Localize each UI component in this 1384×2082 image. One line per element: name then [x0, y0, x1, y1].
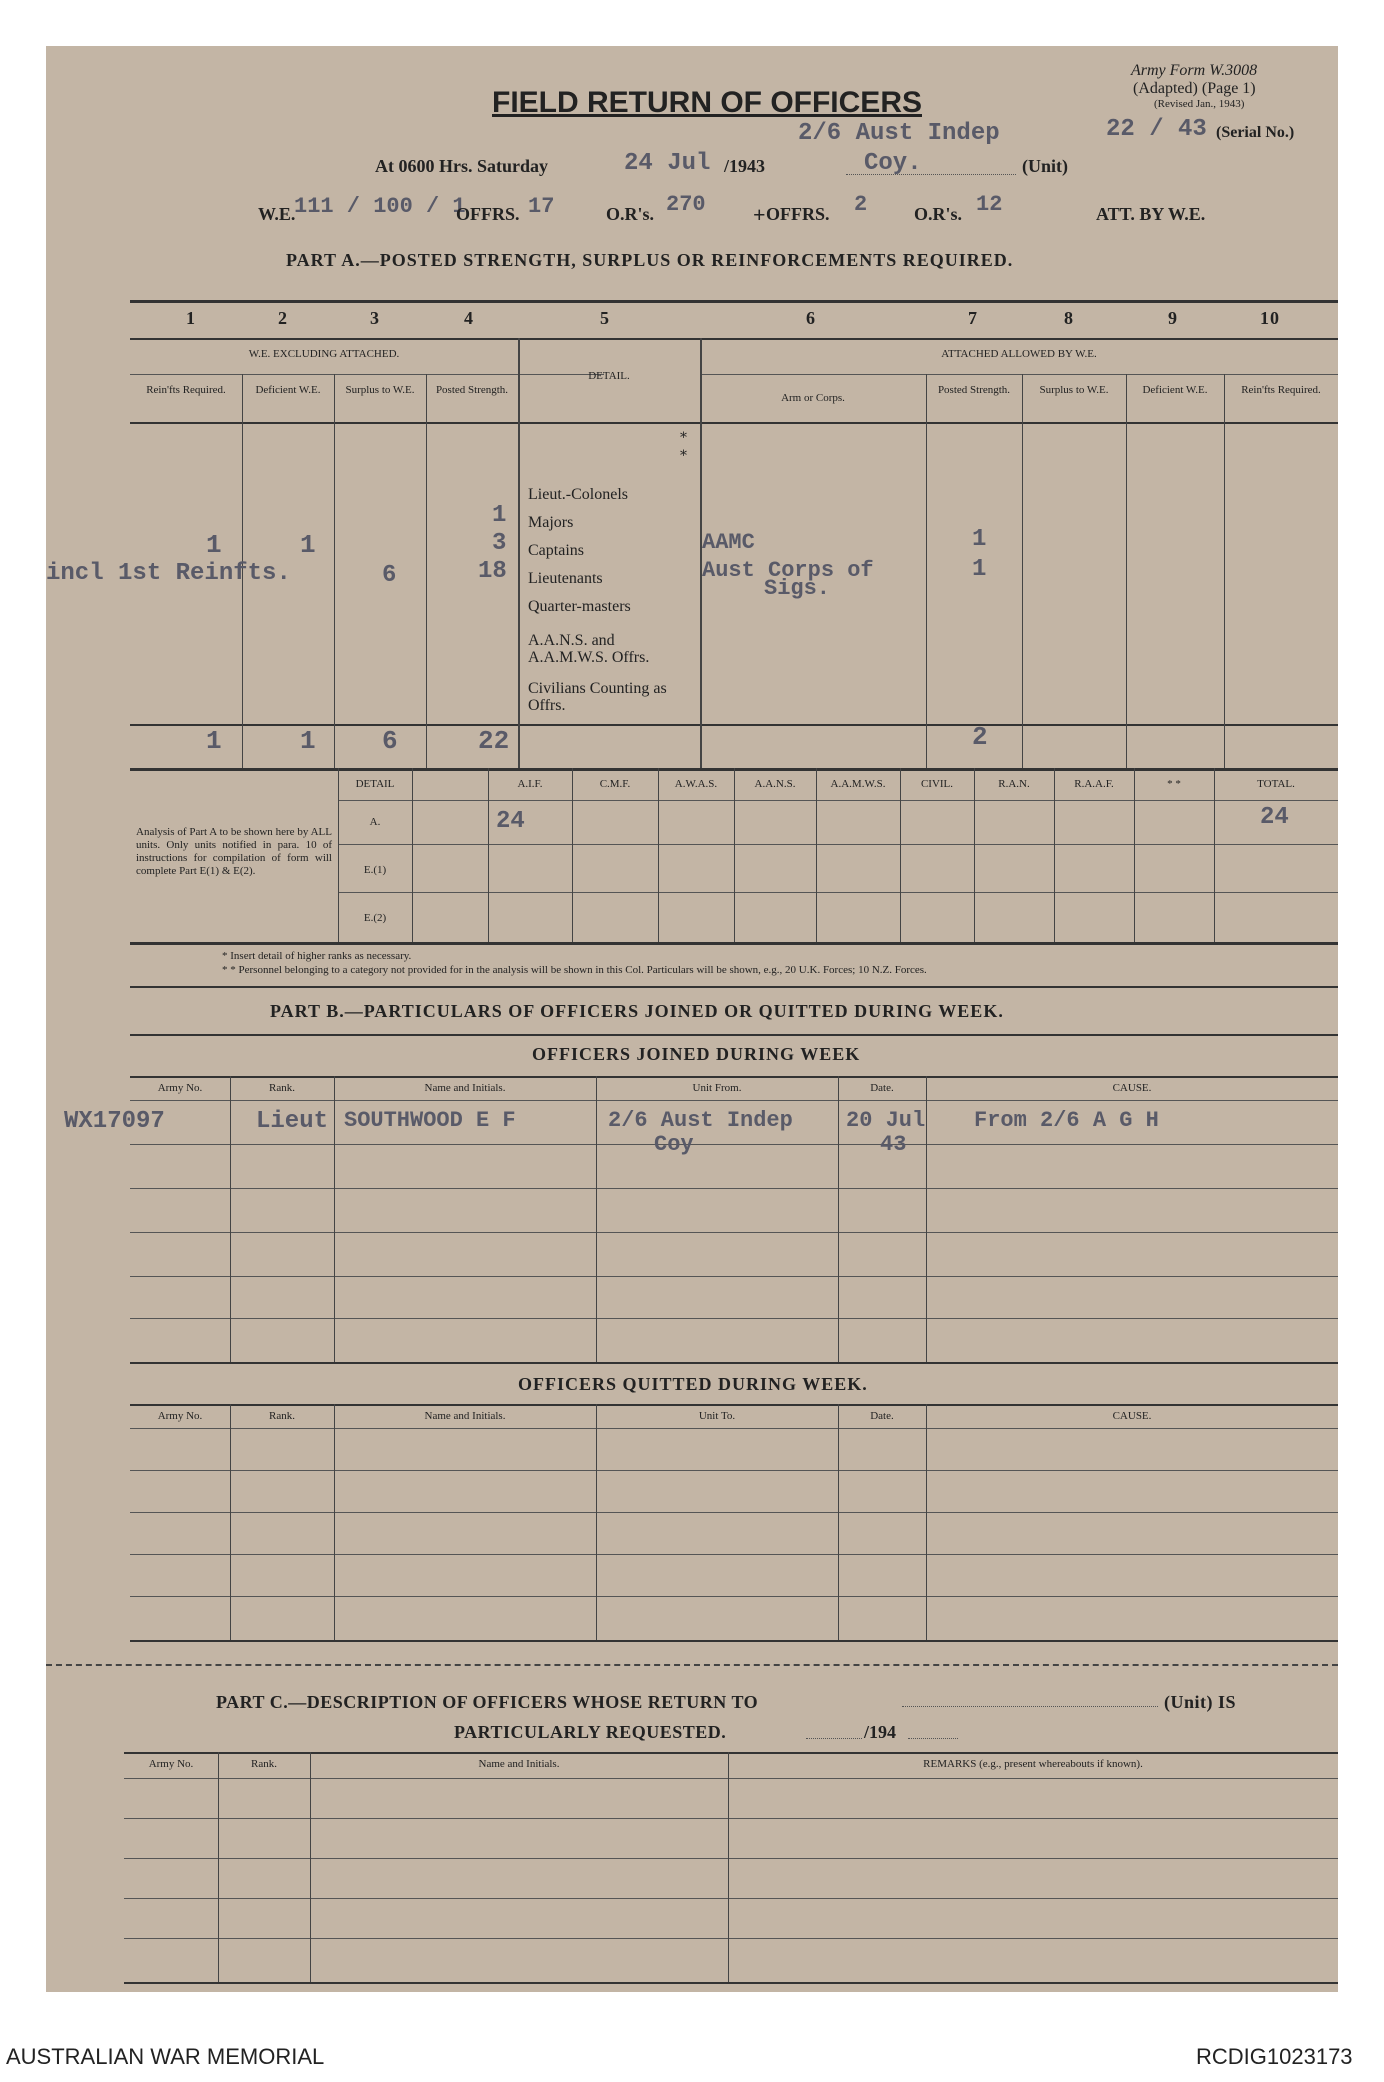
we-label: W.E.: [258, 204, 296, 224]
analysis-total-a: 24: [1260, 804, 1289, 831]
joined-unit-from-2: Coy: [654, 1132, 694, 1157]
col-number-7: 7: [968, 308, 978, 328]
col-number-10: 10: [1260, 308, 1280, 328]
offrs-label: OFFRS.: [456, 204, 520, 224]
rank-majors: Majors: [528, 514, 574, 531]
form-sheet: [46, 46, 1338, 1992]
year-text: /1943: [724, 156, 766, 176]
time-label: At 0600 Hrs. Saturday: [375, 156, 549, 176]
typed-surplus: 6: [382, 562, 397, 589]
col-number-5: 5: [600, 308, 610, 328]
plus-sign: +: [753, 202, 767, 227]
typed-deficient: 1: [300, 530, 316, 560]
asterisk-2: *: [680, 448, 687, 464]
quitted-header-rank: Rank.: [269, 1410, 295, 1422]
footnote-2: * * Personnel belonging to a category not provided for in the analysis will be shown in this Col. Particulars will be shown, e.g., 20 U.K. Forces; 10 N.Z. Forces.: [222, 964, 927, 976]
rank-lieut-colonels: Lieut.-Colonels: [528, 486, 628, 503]
unit-dotted-line: [846, 174, 1016, 175]
col-number-3: 3: [370, 308, 380, 328]
unit-typed-line-1: 2/6 Aust Indep: [798, 120, 1000, 147]
header-reinfts-left: Rein'fts Required.: [146, 384, 226, 396]
typed-attached-posted-2: 1: [972, 556, 987, 583]
offrs-typed: 17: [528, 194, 555, 219]
quitted-header-name: Name and Initials.: [424, 1410, 506, 1422]
part-b-title: PART B.—PARTICULARS OF OFFICERS JOINED OR QUITTED DURING WEEK.: [270, 1001, 1004, 1021]
typed-reinfts-required: 1: [206, 530, 222, 560]
unit-typed-line-2: Coy.: [864, 150, 922, 177]
joined-name: SOUTHWOOD E F: [344, 1108, 516, 1133]
page-title: FIELD RETURN OF OFFICERS: [492, 86, 922, 119]
footnote-1: * Insert detail of higher ranks as necessary.: [222, 950, 412, 962]
joined-header-army-no: Army No.: [157, 1082, 203, 1094]
we-typed: 111 / 100 / 1: [294, 194, 466, 219]
quitted-header-army-no: Army No.: [157, 1410, 203, 1422]
part-c-date-suffix: /194: [864, 1722, 897, 1742]
part-c-header-remarks: REMARKS (e.g., present whereabouts if known).: [923, 1758, 1143, 1770]
perforation-line: [46, 1664, 1338, 1666]
ors2-typed: 12: [976, 192, 1003, 217]
rank-civilians: Civilians Counting as Offrs.: [528, 680, 667, 714]
typed-posted-18: 18: [478, 558, 507, 585]
joined-unit-from-1: 2/6 Aust Indep: [608, 1108, 793, 1133]
serial-typed: 22 / 43: [1106, 116, 1207, 143]
header-deficient-left: Deficient W.E.: [255, 384, 321, 396]
header-arm-corps: Arm or Corps.: [781, 392, 845, 404]
quitted-title: OFFICERS QUITTED DURING WEEK.: [518, 1374, 868, 1394]
analysis-header-cmf: C.M.F.: [599, 778, 631, 790]
typed-incl-reinfts: incl 1st Reinfts.: [46, 560, 291, 587]
analysis-row-e2: E.(2): [363, 912, 387, 924]
part-c-title-1: PART C.—DESCRIPTION OF OFFICERS WHOSE RETURN TO: [216, 1692, 759, 1712]
ors-label: O.R's.: [606, 204, 655, 224]
group-header-attached: ATTACHED ALLOWED BY W.E.: [941, 348, 1097, 360]
col-number-9: 9: [1168, 308, 1178, 328]
part-c-title-2: PARTICULARLY REQUESTED.: [454, 1722, 727, 1742]
analysis-aif-a: 24: [496, 808, 525, 835]
form-adapted-note: (Adapted) (Page 1): [1133, 80, 1256, 97]
col-number-1: 1: [186, 308, 196, 328]
part-c-date-line-2: [908, 1738, 958, 1739]
header-posted-right: Posted Strength.: [937, 384, 1011, 396]
total-deficient: 1: [300, 726, 316, 756]
ors-typed: 270: [666, 192, 706, 217]
typed-arm-aamc: AAMC: [702, 530, 755, 555]
joined-header-cause: CAUSE.: [1112, 1082, 1152, 1094]
detail-header: DETAIL.: [588, 370, 630, 382]
header-surplus-left: Surplus to W.E.: [345, 384, 415, 396]
typed-posted-1: 1: [492, 502, 507, 529]
offrs2-label: OFFRS.: [766, 204, 830, 224]
rank-captains: Captains: [528, 542, 584, 559]
army-form-number: Army Form W.3008: [1131, 62, 1258, 79]
date-typed: 24 Jul: [624, 150, 711, 177]
quitted-header-date: Date.: [870, 1410, 894, 1422]
asterisk-1: *: [680, 430, 687, 446]
header-surplus-right: Surplus to W.E.: [1039, 384, 1109, 396]
quitted-header-cause: CAUSE.: [1112, 1410, 1152, 1422]
group-header-excluding: W.E. EXCLUDING ATTACHED.: [248, 348, 400, 360]
analysis-header-total: TOTAL.: [1257, 778, 1295, 790]
part-c-unit-label: (Unit) IS: [1164, 1692, 1237, 1712]
analysis-header-aif: A.I.F.: [517, 778, 543, 790]
offrs2-typed: 2: [854, 192, 868, 217]
footer-record-id: RCDIG1023173: [1196, 2044, 1353, 2069]
joined-header-date: Date.: [870, 1082, 894, 1094]
rank-quarter-masters: Quarter-masters: [528, 598, 631, 615]
typed-posted-3: 3: [492, 530, 507, 557]
total-attached-posted: 2: [972, 722, 988, 752]
total-posted: 22: [478, 726, 510, 756]
part-c-header-name: Name and Initials.: [478, 1758, 560, 1770]
analysis-note: Analysis of Part A to be shown here by ALL units. Only units notified in para. 10 of instructions for compilation of form will complete Part E(1) & E(2).: [136, 826, 332, 877]
analysis-header-ran: R.A.N.: [998, 778, 1030, 790]
rank-lieutenants: Lieutenants: [528, 570, 603, 587]
serial-label: (Serial No.): [1216, 124, 1295, 141]
col-number-6: 6: [806, 308, 816, 328]
analysis-header-aans: A.A.N.S.: [754, 778, 796, 790]
att-label: ATT. BY W.E.: [1096, 204, 1206, 224]
total-surplus: 6: [382, 726, 398, 756]
col-number-2: 2: [278, 308, 288, 328]
analysis-header-awas: A.W.A.S.: [674, 778, 718, 790]
header-reinfts-right: Rein'fts Required.: [1241, 384, 1321, 396]
joined-header-unit-from: Unit From.: [692, 1082, 742, 1094]
analysis-row-e1: E.(1): [363, 864, 387, 876]
analysis-header-detail: DETAIL: [355, 778, 395, 790]
col-number-4: 4: [464, 308, 474, 328]
header-deficient-right: Deficient W.E.: [1142, 384, 1208, 396]
total-reinfts: 1: [206, 726, 222, 756]
footer-archive-name: AUSTRALIAN WAR MEMORIAL: [6, 2044, 325, 2069]
unit-label: (Unit): [1022, 156, 1068, 176]
joined-header-rank: Rank.: [269, 1082, 295, 1094]
form-revised-note: (Revised Jan., 1943): [1154, 98, 1245, 110]
joined-header-name: Name and Initials.: [424, 1082, 506, 1094]
joined-title: OFFICERS JOINED DURING WEEK: [532, 1044, 861, 1064]
part-c-unit-line: [902, 1706, 1158, 1707]
quitted-header-unit-to: Unit To.: [698, 1410, 736, 1422]
part-c-date-line-1: [806, 1738, 862, 1739]
analysis-header-raaf: R.A.A.F.: [1074, 778, 1114, 790]
col-number-8: 8: [1064, 308, 1074, 328]
typed-arm-corps-of: Aust Corps of: [702, 558, 874, 583]
typed-attached-posted-1: 1: [972, 526, 987, 553]
header-posted-left: Posted Strength.: [435, 384, 509, 396]
rank-aans-aamws: A.A.N.S. and A.A.M.W.S. Offrs.: [528, 632, 650, 666]
part-c-header-army-no: Army No.: [148, 1758, 194, 1770]
typed-arm-sigs: Sigs.: [764, 576, 831, 601]
part-c-header-rank: Rank.: [251, 1758, 277, 1770]
joined-cause: From 2/6 A G H: [974, 1108, 1159, 1133]
joined-army-no: WX17097: [64, 1108, 165, 1135]
joined-date-1: 20 Jul: [846, 1108, 926, 1133]
analysis-header-other: * *: [1167, 778, 1181, 790]
joined-date-2: 43: [880, 1132, 907, 1157]
analysis-header-aamws: A.A.M.W.S.: [830, 778, 886, 790]
ors2-label: O.R's.: [914, 204, 963, 224]
part-a-title: PART A.—POSTED STRENGTH, SURPLUS OR REINFORCEMENTS REQUIRED.: [286, 250, 1014, 270]
joined-rank: Lieut: [256, 1108, 329, 1135]
analysis-header-civil: CIVIL.: [920, 778, 954, 790]
analysis-row-a: A.: [369, 816, 381, 828]
